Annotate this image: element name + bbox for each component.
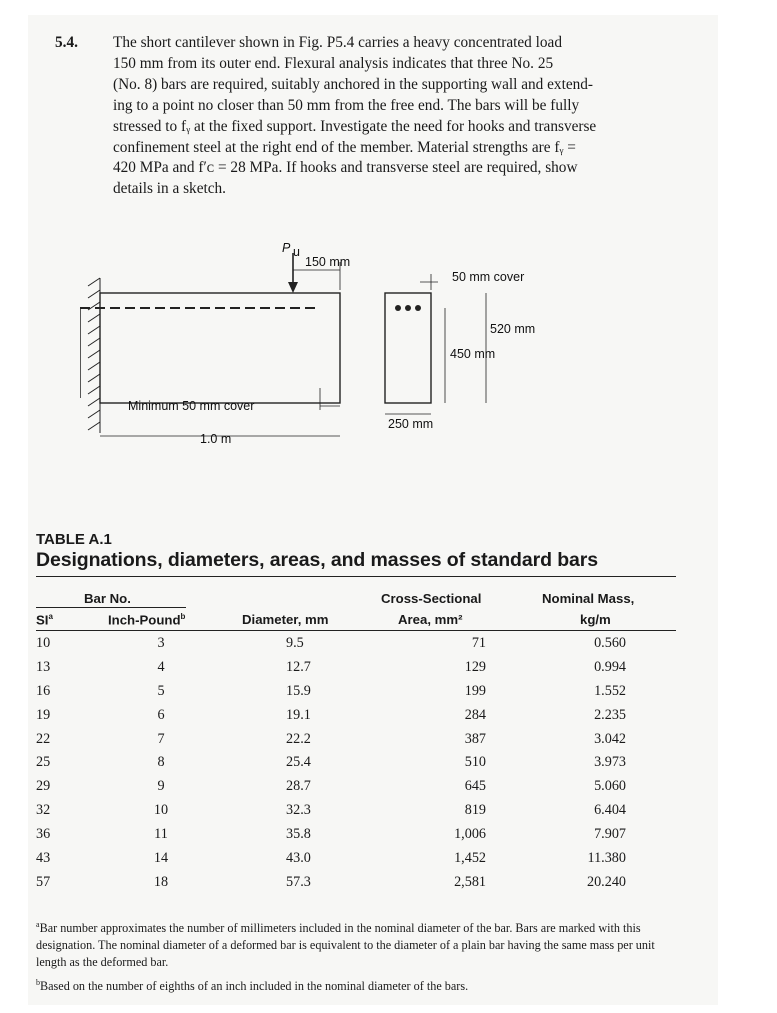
cell-si: 16 xyxy=(36,682,51,699)
cell-inch-pound: 18 xyxy=(153,873,169,890)
cell-inch-pound: 10 xyxy=(153,802,169,819)
problem-line: stressed to fᵧ at the fixed support. Investigate the need for hooks and transverse xyxy=(113,117,597,135)
table-row xyxy=(36,850,676,874)
table-row xyxy=(36,778,676,802)
cell-diameter: 15.9 xyxy=(286,682,311,699)
problem-line: 150 mm from its outer end. Flexural analysis indicates that three No. 25 xyxy=(113,54,554,72)
dim-min-cover: Minimum 50 mm cover xyxy=(128,399,255,413)
header-mass-top: Nominal Mass, xyxy=(542,591,635,606)
cell-area: 387 xyxy=(464,730,486,747)
header-diameter: Diameter, mm xyxy=(242,612,329,627)
cell-area: 1,006 xyxy=(454,826,486,843)
cell-mass: 11.380 xyxy=(587,850,626,867)
cell-si: 36 xyxy=(36,826,51,843)
cell-area: 645 xyxy=(464,778,486,795)
problem-line: confinement steel at the right end of the member. Material strengths are fᵧ = xyxy=(113,138,576,156)
cell-mass: 1.552 xyxy=(594,682,626,699)
cell-diameter: 9.5 xyxy=(286,635,304,651)
cell-area: 510 xyxy=(464,754,486,771)
problem-text xyxy=(113,33,713,200)
table-body xyxy=(36,635,676,898)
cell-si: 10 xyxy=(36,635,51,651)
cell-mass: 7.907 xyxy=(594,826,626,843)
cell-diameter: 57.3 xyxy=(286,873,311,890)
cell-area: 284 xyxy=(464,706,486,723)
cell-mass: 6.404 xyxy=(594,802,626,819)
cell-mass: 5.060 xyxy=(594,778,626,795)
cell-diameter: 35.8 xyxy=(286,826,311,843)
cell-diameter: 28.7 xyxy=(286,778,311,795)
cell-inch-pound: 7 xyxy=(157,730,165,747)
table-row xyxy=(36,659,676,683)
dim-250: 250 mm xyxy=(388,417,434,431)
cell-area: 71 xyxy=(471,635,486,651)
cell-si: 25 xyxy=(36,754,51,771)
table-rule-header xyxy=(36,630,676,631)
header-area-bottom: Area, mm² xyxy=(398,612,463,627)
header-bar-no: Bar No. xyxy=(84,591,131,606)
cell-inch-pound: 9 xyxy=(157,778,165,795)
cell-diameter: 12.7 xyxy=(286,658,311,675)
header-area-top: Cross-Sectional xyxy=(381,591,482,606)
cell-inch-pound: 5 xyxy=(157,682,165,699)
cell-diameter: 32.3 xyxy=(286,802,311,819)
cantilever-figure xyxy=(80,238,560,450)
table-row xyxy=(36,635,676,659)
wall-hatch xyxy=(88,278,100,433)
header-subrule xyxy=(36,607,186,608)
problem-line: (No. 8) bars are required, suitably anchored in the supporting wall and extend- xyxy=(113,75,593,93)
table-row xyxy=(36,683,676,707)
cell-area: 2,581 xyxy=(454,873,486,890)
table-row xyxy=(36,874,676,898)
table-footnotes xyxy=(36,916,676,998)
beam-outline xyxy=(100,293,340,403)
footnote-b: $^b$Based on the number of eighths of an inch included in the nominal diameter of the bars. xyxy=(36,978,469,994)
cell-si: 43 xyxy=(36,850,51,867)
cell-inch-pound: 4 xyxy=(157,658,165,675)
table-row xyxy=(36,707,676,731)
table-title: Designations, diameters, areas, and masses of standard bars xyxy=(36,549,598,571)
cell-si: 57 xyxy=(36,873,51,890)
cell-area: 129 xyxy=(464,658,486,675)
table-row xyxy=(36,802,676,826)
cell-si: 32 xyxy=(36,802,51,819)
dim-cover: 50 mm cover xyxy=(452,270,525,284)
cell-mass: 0.560 xyxy=(594,635,626,651)
rebar-dot xyxy=(415,305,421,311)
table-rule-top xyxy=(36,576,676,577)
dim-520: 520 mm xyxy=(490,322,536,336)
rebar-dot xyxy=(405,305,411,311)
cell-area: 1,452 xyxy=(454,850,486,867)
footnote-a: $^a$Bar number approximates the number of millimeters included in the nominal diameter of the bar. Bars are marked with this designation. The nominal diameter of a deformed bar is equivalent to the diameter of a plain bar having the same mass per unit length as the deformed bar. xyxy=(36,920,655,970)
table-label: TABLE A.1 xyxy=(36,531,112,548)
cell-area: 199 xyxy=(464,682,486,699)
cell-si: 13 xyxy=(36,658,51,675)
load-label: P xyxy=(282,241,291,255)
header-mass-bottom: kg/m xyxy=(580,612,611,627)
dim-450: 450 mm xyxy=(450,347,496,361)
cell-diameter: 43.0 xyxy=(286,850,311,867)
cell-diameter: 22.2 xyxy=(286,730,311,747)
cell-mass: 3.042 xyxy=(594,730,626,747)
table-row xyxy=(36,731,676,755)
problem-number: 5.4. xyxy=(55,34,78,51)
cell-si: 19 xyxy=(36,706,51,723)
dim-length: 1.0 m xyxy=(200,432,232,446)
problem-line: 420 MPa and f′ᴄ = 28 MPa. If hooks and transverse steel are required, show xyxy=(113,159,578,177)
cell-inch-pound: 14 xyxy=(153,850,169,867)
problem-line: details in a sketch. xyxy=(113,180,226,198)
problem-line: The short cantilever shown in Fig. P5.4 carries a heavy concentrated load xyxy=(113,34,562,51)
cell-inch-pound: 8 xyxy=(157,754,165,771)
cell-inch-pound: 11 xyxy=(154,826,168,843)
dim-150: 150 mm xyxy=(305,255,351,269)
load-arrowhead xyxy=(288,282,298,293)
problem-line: ing to a point no closer than 50 mm from the free end. The bars will be fully xyxy=(113,96,580,114)
header-si: $SI^a$ xyxy=(36,612,53,628)
cell-diameter: 25.4 xyxy=(286,754,311,771)
rebar-dot xyxy=(395,305,401,311)
cell-si: 22 xyxy=(36,730,51,747)
load-sub: u xyxy=(293,245,300,259)
cell-area: 819 xyxy=(464,802,486,819)
header-inch-pound: Inch-Pound$^b$ xyxy=(108,612,186,628)
cell-mass: 3.973 xyxy=(594,754,626,771)
cell-si: 29 xyxy=(36,778,51,795)
table-row xyxy=(36,754,676,778)
cell-inch-pound: 6 xyxy=(157,706,165,723)
table-row xyxy=(36,826,676,850)
cell-mass: 0.994 xyxy=(594,658,626,675)
cell-mass: 2.235 xyxy=(594,706,626,723)
cell-inch-pound: 3 xyxy=(157,635,165,651)
cell-diameter: 19.1 xyxy=(286,706,311,723)
cell-mass: 20.240 xyxy=(586,873,626,890)
